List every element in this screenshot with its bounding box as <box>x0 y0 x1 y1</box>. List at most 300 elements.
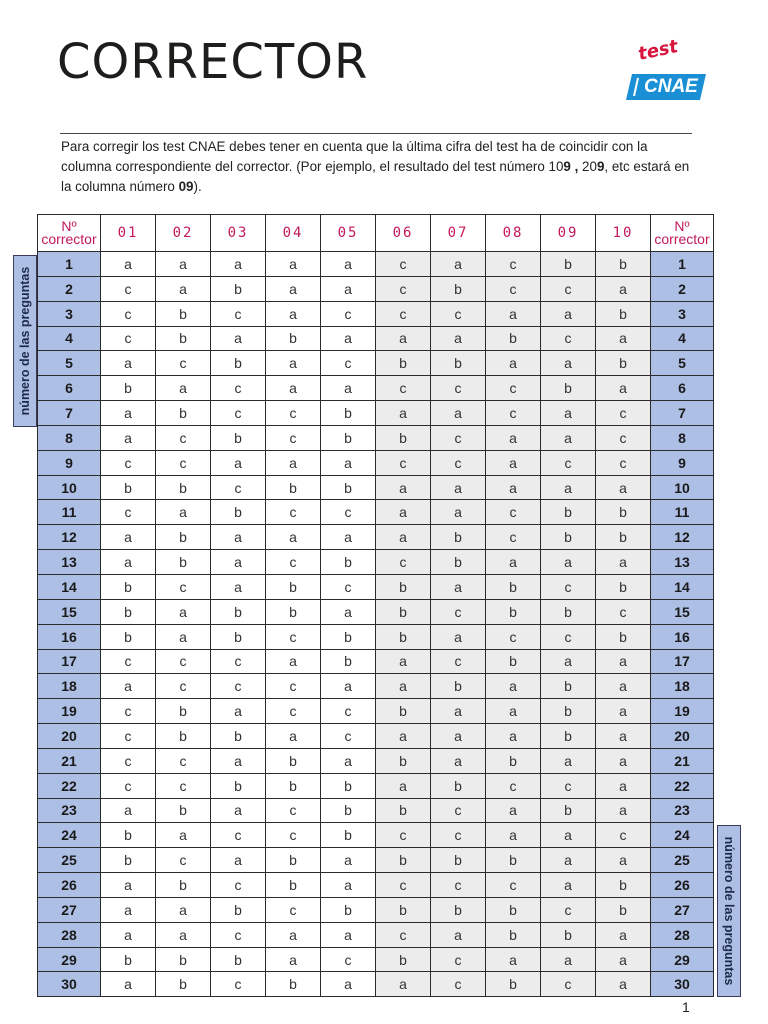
table-row <box>38 252 714 277</box>
answer-cell: c <box>431 301 486 326</box>
question-number: 27 <box>651 897 714 922</box>
table-row <box>38 674 714 699</box>
answer-cell: c <box>431 599 486 624</box>
answer-cell: c <box>101 748 156 773</box>
logo-cnae-text: CNAE <box>644 76 698 97</box>
answer-cell: a <box>156 922 211 947</box>
intro-bold-1: 9 , <box>563 159 579 174</box>
question-number: 15 <box>651 599 714 624</box>
answer-cell: b <box>321 823 376 848</box>
answer-cell: c <box>266 699 321 724</box>
answer-cell: a <box>321 674 376 699</box>
side-label-left-text: número de las preguntas <box>18 266 32 416</box>
answer-cell: b <box>431 276 486 301</box>
answer-cell: a <box>156 276 211 301</box>
question-number: 27 <box>38 897 101 922</box>
answer-cell: b <box>101 599 156 624</box>
answer-cell: a <box>486 301 541 326</box>
answer-cell: a <box>596 674 651 699</box>
answer-cell: c <box>101 326 156 351</box>
cnae-test-logo <box>624 36 708 104</box>
answer-cell: b <box>101 624 156 649</box>
corner-label: Nº corrector <box>38 215 101 252</box>
answer-cell: b <box>486 574 541 599</box>
answer-cell: a <box>101 401 156 426</box>
answer-cell: b <box>486 748 541 773</box>
answer-cell: c <box>101 724 156 749</box>
answer-cell: c <box>376 376 431 401</box>
answer-cell: c <box>486 873 541 898</box>
answer-cell: c <box>376 301 431 326</box>
answer-cell: b <box>211 724 266 749</box>
answer-cell: b <box>156 699 211 724</box>
answer-cell: c <box>596 599 651 624</box>
answer-cell: b <box>486 972 541 997</box>
question-number: 13 <box>651 550 714 575</box>
answer-cell: b <box>376 947 431 972</box>
question-number: 21 <box>38 748 101 773</box>
answer-cell: a <box>101 425 156 450</box>
question-number: 23 <box>38 798 101 823</box>
answer-cell: a <box>266 276 321 301</box>
answer-cell: a <box>596 724 651 749</box>
answer-cell: c <box>156 450 211 475</box>
answer-cell: b <box>321 624 376 649</box>
answer-cell: b <box>486 922 541 947</box>
answer-cell: c <box>486 624 541 649</box>
answer-cell: a <box>321 525 376 550</box>
answer-cell: c <box>211 401 266 426</box>
page-title: CORRECTOR <box>57 34 369 90</box>
answer-cell: a <box>486 724 541 749</box>
answer-cell: b <box>431 897 486 922</box>
answer-cell: c <box>321 351 376 376</box>
answer-cell: b <box>266 873 321 898</box>
answer-cell: a <box>431 326 486 351</box>
answer-cell: a <box>266 351 321 376</box>
corner-label: Nº corrector <box>651 215 714 252</box>
answer-cell: b <box>266 574 321 599</box>
answer-cell: a <box>376 500 431 525</box>
answer-cell: b <box>101 376 156 401</box>
answer-cell: a <box>431 574 486 599</box>
answer-cell: a <box>211 252 266 277</box>
answer-cell: c <box>321 301 376 326</box>
answer-cell: c <box>431 649 486 674</box>
answer-cell: a <box>486 823 541 848</box>
answer-cell: c <box>431 947 486 972</box>
column-header: 08 <box>486 215 541 252</box>
table-row <box>38 376 714 401</box>
answer-cell: c <box>541 450 596 475</box>
answer-cell: a <box>596 276 651 301</box>
answer-cell: b <box>596 574 651 599</box>
answer-cell: b <box>376 425 431 450</box>
answer-cell: b <box>156 873 211 898</box>
answer-cell: b <box>486 599 541 624</box>
answer-cell: c <box>101 276 156 301</box>
answer-cell: c <box>101 649 156 674</box>
answer-cell: c <box>156 425 211 450</box>
table-row <box>38 624 714 649</box>
answer-cell: c <box>431 425 486 450</box>
question-number: 11 <box>38 500 101 525</box>
answer-cell: a <box>101 798 156 823</box>
answer-cell: a <box>101 897 156 922</box>
answer-key-table <box>37 214 714 997</box>
question-number: 8 <box>38 425 101 450</box>
table-row <box>38 848 714 873</box>
answer-cell: a <box>156 376 211 401</box>
answer-cell: b <box>431 550 486 575</box>
question-number: 26 <box>651 873 714 898</box>
answer-cell: b <box>376 699 431 724</box>
question-number: 10 <box>38 475 101 500</box>
answer-cell: b <box>156 301 211 326</box>
answer-cell: a <box>596 475 651 500</box>
answer-cell: a <box>486 475 541 500</box>
table-row <box>38 748 714 773</box>
answer-cell: a <box>486 699 541 724</box>
answer-cell: b <box>156 550 211 575</box>
answer-cell: b <box>376 624 431 649</box>
column-header: 04 <box>266 215 321 252</box>
answer-cell: c <box>596 450 651 475</box>
table-row <box>38 922 714 947</box>
answer-cell: c <box>596 823 651 848</box>
answer-cell: b <box>596 624 651 649</box>
column-header: 06 <box>376 215 431 252</box>
answer-cell: a <box>321 599 376 624</box>
answer-cell: c <box>376 252 431 277</box>
intro-text-4: ). <box>193 179 202 194</box>
answer-cell: a <box>541 425 596 450</box>
answer-cell: a <box>266 450 321 475</box>
question-number: 22 <box>38 773 101 798</box>
answer-cell: c <box>486 401 541 426</box>
answer-cell: c <box>321 500 376 525</box>
answer-cell: a <box>596 972 651 997</box>
answer-cell: b <box>101 475 156 500</box>
instructions-paragraph <box>61 137 701 197</box>
answer-cell: c <box>156 574 211 599</box>
answer-cell: a <box>431 748 486 773</box>
answer-cell: a <box>541 873 596 898</box>
question-number: 28 <box>651 922 714 947</box>
answer-cell: c <box>156 773 211 798</box>
table-row <box>38 574 714 599</box>
answer-cell: b <box>211 351 266 376</box>
answer-cell: a <box>376 326 431 351</box>
answer-cell: a <box>376 773 431 798</box>
answer-cell: c <box>156 848 211 873</box>
table-row <box>38 550 714 575</box>
answer-cell: b <box>541 699 596 724</box>
intro-text-1: Para corregir los test CNAE debes tener en cuenta que la última cifra del test ha de coincidir con la columna correspondiente del corrector. (Por ejemplo, el resultado del test número 10 <box>61 139 648 174</box>
question-number: 1 <box>651 252 714 277</box>
question-number: 6 <box>651 376 714 401</box>
answer-cell: c <box>486 376 541 401</box>
answer-cell: a <box>211 326 266 351</box>
answer-cell: b <box>266 326 321 351</box>
answer-cell: c <box>431 972 486 997</box>
answer-cell: c <box>156 649 211 674</box>
answer-cell: b <box>376 848 431 873</box>
answer-cell: a <box>541 550 596 575</box>
question-number: 1 <box>38 252 101 277</box>
answer-cell: a <box>596 848 651 873</box>
answer-cell: b <box>596 351 651 376</box>
answer-cell: a <box>431 724 486 749</box>
side-label-left <box>13 255 37 427</box>
answer-cell: c <box>541 276 596 301</box>
answer-cell: b <box>596 500 651 525</box>
question-number: 8 <box>651 425 714 450</box>
answer-cell: a <box>376 724 431 749</box>
table-row <box>38 326 714 351</box>
question-number: 23 <box>651 798 714 823</box>
table-row <box>38 599 714 624</box>
answer-cell: b <box>541 500 596 525</box>
column-header: 05 <box>321 215 376 252</box>
answer-cell: b <box>541 798 596 823</box>
answer-cell: c <box>101 500 156 525</box>
answer-cell: a <box>376 649 431 674</box>
answer-cell: b <box>486 897 541 922</box>
answer-cell: c <box>486 500 541 525</box>
intro-text-2: 20 <box>578 159 597 174</box>
answer-cell: c <box>376 922 431 947</box>
table-row <box>38 301 714 326</box>
column-header: 02 <box>156 215 211 252</box>
answer-cell: c <box>376 823 431 848</box>
answer-cell: a <box>541 848 596 873</box>
answer-cell: a <box>321 376 376 401</box>
answer-cell: c <box>266 674 321 699</box>
answer-cell: a <box>596 550 651 575</box>
answer-cell: a <box>101 351 156 376</box>
answer-cell: b <box>596 252 651 277</box>
answer-cell: c <box>211 649 266 674</box>
column-header: 01 <box>101 215 156 252</box>
answer-cell: c <box>266 500 321 525</box>
answer-cell: c <box>211 922 266 947</box>
question-number: 30 <box>38 972 101 997</box>
answer-cell: a <box>211 550 266 575</box>
answer-cell: b <box>211 947 266 972</box>
column-header: 07 <box>431 215 486 252</box>
question-number: 13 <box>38 550 101 575</box>
answer-cell: c <box>596 425 651 450</box>
answer-cell: a <box>596 947 651 972</box>
table-row <box>38 972 714 997</box>
question-number: 30 <box>651 972 714 997</box>
answer-cell: b <box>266 748 321 773</box>
answer-cell: b <box>596 897 651 922</box>
answer-cell: b <box>211 897 266 922</box>
question-number: 6 <box>38 376 101 401</box>
answer-cell: a <box>596 748 651 773</box>
answer-cell: b <box>266 773 321 798</box>
answer-cell: a <box>101 252 156 277</box>
answer-cell: c <box>101 773 156 798</box>
answer-cell: c <box>486 276 541 301</box>
answer-cell: c <box>321 724 376 749</box>
answer-cell: a <box>596 773 651 798</box>
answer-cell: b <box>541 674 596 699</box>
answer-cell: a <box>321 748 376 773</box>
answer-cell: a <box>101 972 156 997</box>
answer-cell: b <box>156 475 211 500</box>
answer-cell: a <box>266 376 321 401</box>
answer-cell: c <box>211 301 266 326</box>
question-number: 24 <box>651 823 714 848</box>
answer-cell: a <box>431 500 486 525</box>
answer-cell: b <box>541 376 596 401</box>
answer-cell: b <box>101 823 156 848</box>
question-number: 12 <box>651 525 714 550</box>
answer-cell: a <box>321 848 376 873</box>
question-number: 5 <box>651 351 714 376</box>
answer-cell: a <box>431 624 486 649</box>
answer-cell: b <box>101 848 156 873</box>
answer-cell: c <box>266 798 321 823</box>
header-divider <box>60 133 692 134</box>
answer-cell: a <box>376 525 431 550</box>
answer-cell: c <box>156 674 211 699</box>
answer-cell: a <box>266 947 321 972</box>
answer-cell: b <box>431 525 486 550</box>
answer-cell: b <box>156 326 211 351</box>
question-number: 2 <box>651 276 714 301</box>
question-number: 20 <box>38 724 101 749</box>
answer-cell: b <box>266 972 321 997</box>
question-number: 3 <box>651 301 714 326</box>
question-number: 21 <box>651 748 714 773</box>
answer-cell: a <box>376 674 431 699</box>
answer-cell: a <box>321 873 376 898</box>
question-number: 20 <box>651 724 714 749</box>
answer-cell: c <box>541 972 596 997</box>
answer-cell: c <box>431 823 486 848</box>
answer-cell: a <box>211 699 266 724</box>
answer-cell: a <box>596 798 651 823</box>
intro-bold-2: 9 <box>596 159 605 174</box>
answer-cell: b <box>596 525 651 550</box>
answer-cell: a <box>156 500 211 525</box>
answer-cell: a <box>486 798 541 823</box>
answer-cell: a <box>156 897 211 922</box>
answer-cell: c <box>266 401 321 426</box>
answer-cell: a <box>596 326 651 351</box>
answer-cell: b <box>431 773 486 798</box>
question-number: 25 <box>38 848 101 873</box>
answer-cell: c <box>541 574 596 599</box>
table-row <box>38 823 714 848</box>
answer-cell: c <box>486 525 541 550</box>
answer-cell: b <box>321 550 376 575</box>
question-number: 4 <box>651 326 714 351</box>
answer-cell: b <box>596 873 651 898</box>
table-row <box>38 276 714 301</box>
question-number: 14 <box>38 574 101 599</box>
answer-cell: c <box>321 947 376 972</box>
answer-cell: a <box>321 252 376 277</box>
question-number: 9 <box>651 450 714 475</box>
answer-cell: a <box>541 748 596 773</box>
question-number: 26 <box>38 873 101 898</box>
answer-cell: c <box>211 475 266 500</box>
answer-cell: a <box>596 649 651 674</box>
answer-cell: b <box>541 724 596 749</box>
answer-cell: a <box>321 450 376 475</box>
intro-bold-3: 09 <box>178 179 194 194</box>
answer-cell: b <box>211 624 266 649</box>
answer-cell: a <box>101 873 156 898</box>
answer-cell: b <box>211 276 266 301</box>
answer-cell: c <box>266 624 321 649</box>
question-number: 28 <box>38 922 101 947</box>
answer-cell: b <box>266 599 321 624</box>
answer-key-header <box>38 215 714 252</box>
answer-cell: b <box>156 947 211 972</box>
table-row <box>38 773 714 798</box>
answer-cell: a <box>541 351 596 376</box>
answer-cell: b <box>376 574 431 599</box>
question-number: 5 <box>38 351 101 376</box>
answer-cell: b <box>321 425 376 450</box>
question-number: 11 <box>651 500 714 525</box>
question-number: 17 <box>38 649 101 674</box>
question-number: 19 <box>651 699 714 724</box>
answer-cell: c <box>156 351 211 376</box>
answer-cell: b <box>156 724 211 749</box>
answer-cell: b <box>541 252 596 277</box>
answer-cell: a <box>211 748 266 773</box>
answer-cell: b <box>211 500 266 525</box>
question-number: 22 <box>651 773 714 798</box>
answer-cell: b <box>266 475 321 500</box>
answer-cell: c <box>376 873 431 898</box>
answer-cell: b <box>211 773 266 798</box>
logo-cnae-badge <box>626 74 706 100</box>
question-number: 25 <box>651 848 714 873</box>
answer-cell: a <box>431 922 486 947</box>
answer-cell: c <box>211 972 266 997</box>
answer-cell: b <box>101 947 156 972</box>
answer-cell: a <box>266 922 321 947</box>
page-number: 1 <box>682 999 690 1015</box>
answer-cell: c <box>156 748 211 773</box>
answer-cell: b <box>376 897 431 922</box>
answer-cell: a <box>486 351 541 376</box>
answer-cell: a <box>101 922 156 947</box>
column-header: 03 <box>211 215 266 252</box>
answer-cell: c <box>541 897 596 922</box>
question-number: 17 <box>651 649 714 674</box>
answer-cell: a <box>486 947 541 972</box>
answer-cell: b <box>486 326 541 351</box>
answer-cell: c <box>101 301 156 326</box>
answer-cell: c <box>431 873 486 898</box>
table-row <box>38 699 714 724</box>
answer-cell: c <box>101 450 156 475</box>
question-number: 19 <box>38 699 101 724</box>
answer-cell: b <box>211 425 266 450</box>
answer-cell: a <box>486 450 541 475</box>
answer-cell: b <box>321 401 376 426</box>
answer-cell: a <box>541 823 596 848</box>
